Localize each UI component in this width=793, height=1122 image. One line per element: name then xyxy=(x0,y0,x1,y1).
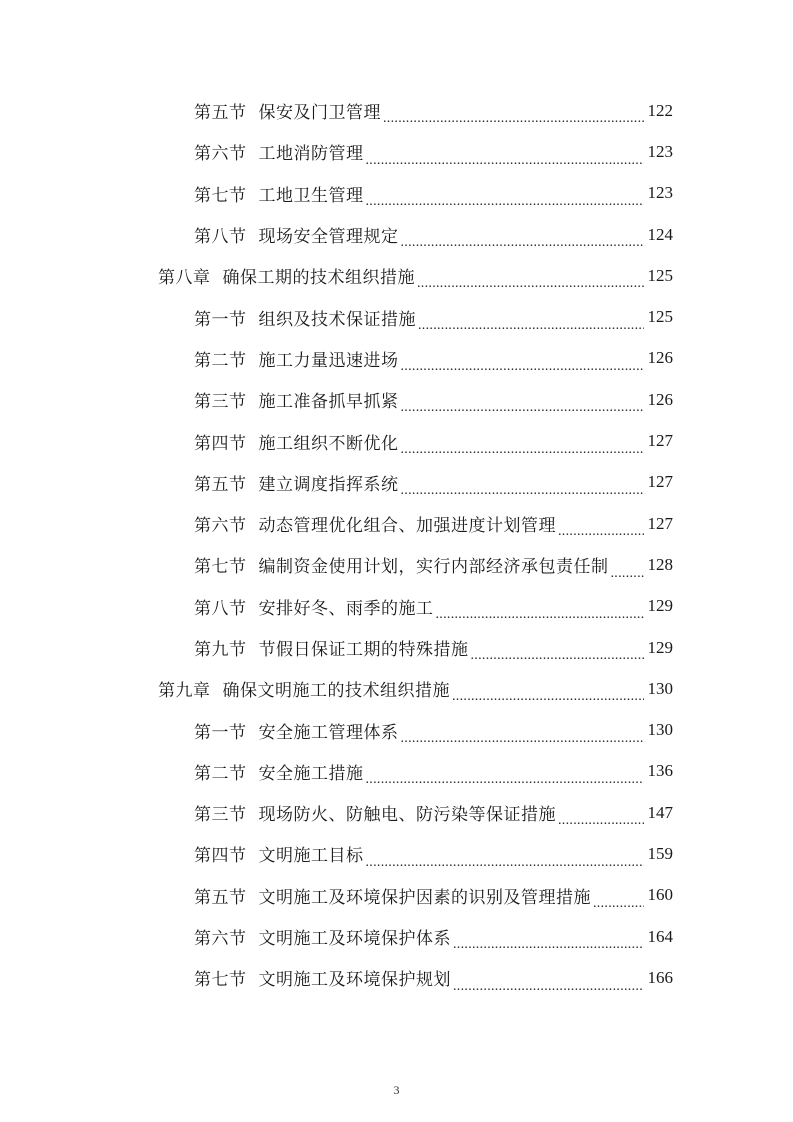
toc-dot-leader xyxy=(401,405,645,420)
toc-entry-prefix: 第四节 xyxy=(194,433,247,454)
toc-entry[interactable] xyxy=(0,173,793,214)
toc-entry-page: 130 xyxy=(647,720,673,740)
toc-entry[interactable] xyxy=(0,338,793,379)
toc-entry-prefix: 第七节 xyxy=(194,557,247,578)
toc-entry-prefix: 第六节 xyxy=(194,516,247,537)
toc-dot-leader xyxy=(366,777,645,792)
toc-dot-leader xyxy=(453,984,644,999)
toc-entry[interactable] xyxy=(0,627,793,668)
toc-entry-page: 127 xyxy=(647,472,673,492)
toc-entry-page: 126 xyxy=(647,389,673,409)
toc-entry-prefix: 第四节 xyxy=(194,846,247,867)
toc-entry[interactable] xyxy=(0,833,793,874)
toc-entry-title: 施工准备抓早抓紧 xyxy=(258,392,399,413)
toc-entry-page: 147 xyxy=(647,802,673,822)
toc-entry-title: 施工组织不断优化 xyxy=(258,433,399,454)
toc-dot-leader xyxy=(471,653,645,668)
toc-entry-title: 工地卫生管理 xyxy=(258,185,364,206)
toc-entry[interactable] xyxy=(0,586,793,627)
toc-entry-prefix: 第八节 xyxy=(194,598,247,619)
toc-entry-page: 129 xyxy=(647,637,673,657)
toc-entry-page: 123 xyxy=(647,183,673,203)
toc-entry-title: 文明施工及环境保护因素的识别及管理措施 xyxy=(258,887,591,908)
toc-entry-page: 166 xyxy=(647,967,673,987)
toc-dot-leader xyxy=(401,364,645,379)
toc-entry-prefix: 第九章 xyxy=(158,681,211,702)
toc-entry-title: 施工力量迅速进场 xyxy=(258,350,399,371)
toc-entry-page: 129 xyxy=(647,596,673,616)
toc-entry-title: 现场防火、防触电、防污染等保证措施 xyxy=(258,805,556,826)
toc-entry-prefix: 第五节 xyxy=(194,887,247,908)
toc-entry-page: 123 xyxy=(647,141,673,161)
toc-entry-prefix: 第二节 xyxy=(194,763,247,784)
toc-entry[interactable] xyxy=(0,296,793,337)
toc-entry[interactable] xyxy=(0,462,793,503)
toc-entry-page: 122 xyxy=(647,100,673,120)
toc-entry-title: 编制资金使用计划，实行内部经济承包责任制 xyxy=(258,557,609,578)
toc-entry[interactable] xyxy=(0,751,793,792)
toc-entry-title: 文明施工及环境保护规划 xyxy=(258,970,451,991)
toc-entry[interactable] xyxy=(0,379,793,420)
toc-entry-page: 125 xyxy=(647,307,673,327)
toc-entry[interactable] xyxy=(0,544,793,585)
toc-dot-leader xyxy=(401,488,645,503)
toc-entry[interactable] xyxy=(0,792,793,833)
toc-dot-leader xyxy=(401,447,645,462)
toc-dot-leader xyxy=(611,571,645,586)
toc-dot-leader xyxy=(436,612,645,627)
toc-entry-title: 文明施工目标 xyxy=(258,846,364,867)
toc-entry-page: 127 xyxy=(647,431,673,451)
toc-entry-title: 节假日保证工期的特殊措施 xyxy=(258,640,469,660)
toc-entry[interactable] xyxy=(0,214,793,255)
toc-entry[interactable] xyxy=(0,916,793,957)
toc-entry-title: 安全施工措施 xyxy=(258,763,364,784)
toc-entry-title: 文明施工及环境保护体系 xyxy=(258,929,451,950)
toc-dot-leader xyxy=(366,158,645,173)
toc-dot-leader xyxy=(366,860,645,875)
toc-entry-prefix: 第二节 xyxy=(194,350,247,371)
toc-entry-title: 建立调度指挥系统 xyxy=(258,474,399,495)
toc-dot-leader xyxy=(593,901,644,916)
toc-entry[interactable] xyxy=(0,131,793,172)
toc-dot-leader xyxy=(418,323,644,338)
toc-entry-prefix: 第一节 xyxy=(194,309,247,330)
toc-entry-title: 动态管理优化组合、加强进度计划管理 xyxy=(258,516,556,537)
toc-entry-prefix: 第九节 xyxy=(194,640,247,660)
toc-entry-prefix: 第七节 xyxy=(194,970,247,991)
toc-entry-title: 安全施工管理体系 xyxy=(258,722,399,743)
toc-entry-page: 136 xyxy=(647,761,673,781)
toc-dot-leader xyxy=(453,942,644,957)
toc-entry-title: 安排好冬、雨季的施工 xyxy=(258,598,434,619)
toc-entry[interactable] xyxy=(0,90,793,131)
toc-entry-title: 确保工期的技术组织措施 xyxy=(222,268,415,289)
toc-entry-page: 127 xyxy=(647,513,673,533)
toc-entry-prefix: 第三节 xyxy=(194,805,247,826)
toc-dot-leader xyxy=(401,736,645,751)
page-number: 3 xyxy=(393,1083,400,1097)
toc-dot-leader xyxy=(383,116,644,131)
toc-entry-page: 125 xyxy=(647,265,673,285)
toc-entry-title: 组织及技术保证措施 xyxy=(258,309,416,330)
toc-entry[interactable] xyxy=(0,709,793,750)
toc-dot-leader xyxy=(401,240,645,255)
table-of-contents xyxy=(0,90,793,999)
toc-entry-title: 确保文明施工的技术组织措施 xyxy=(222,681,450,702)
toc-entry-page: 159 xyxy=(647,843,673,863)
toc-dot-leader xyxy=(366,199,645,214)
toc-entry-page: 126 xyxy=(647,348,673,368)
toc-entry-page: 164 xyxy=(647,926,673,946)
toc-entry-prefix: 第五节 xyxy=(194,103,247,124)
toc-entry[interactable] xyxy=(0,420,793,461)
toc-entry-title: 保安及门卫管理 xyxy=(258,103,381,124)
toc-entry-prefix: 第五节 xyxy=(194,474,247,495)
toc-dot-leader xyxy=(558,529,644,544)
toc-chapter-entry[interactable] xyxy=(0,668,793,709)
toc-dot-leader xyxy=(417,281,644,296)
toc-entry-prefix: 第八节 xyxy=(194,227,247,248)
toc-entry-page: 130 xyxy=(647,678,673,698)
toc-entry-prefix: 第七节 xyxy=(194,185,247,206)
toc-entry-page: 128 xyxy=(647,554,673,574)
toc-entry-title: 工地消防管理 xyxy=(258,144,364,165)
toc-entry-prefix: 第一节 xyxy=(194,722,247,743)
toc-entry-prefix: 第六节 xyxy=(194,929,247,950)
toc-entry[interactable] xyxy=(0,957,793,998)
toc-entry-prefix: 第八章 xyxy=(158,268,211,289)
toc-entry[interactable] xyxy=(0,503,793,544)
toc-entry-prefix: 第三节 xyxy=(194,392,247,413)
toc-entry[interactable] xyxy=(0,875,793,916)
toc-dot-leader xyxy=(452,694,644,709)
toc-dot-leader xyxy=(558,818,644,833)
toc-entry-prefix: 第六节 xyxy=(194,144,247,165)
toc-entry-page: 124 xyxy=(647,224,673,244)
toc-entry-title: 现场安全管理规定 xyxy=(258,227,399,248)
toc-entry-page: 160 xyxy=(647,885,673,905)
toc-chapter-entry[interactable] xyxy=(0,255,793,296)
